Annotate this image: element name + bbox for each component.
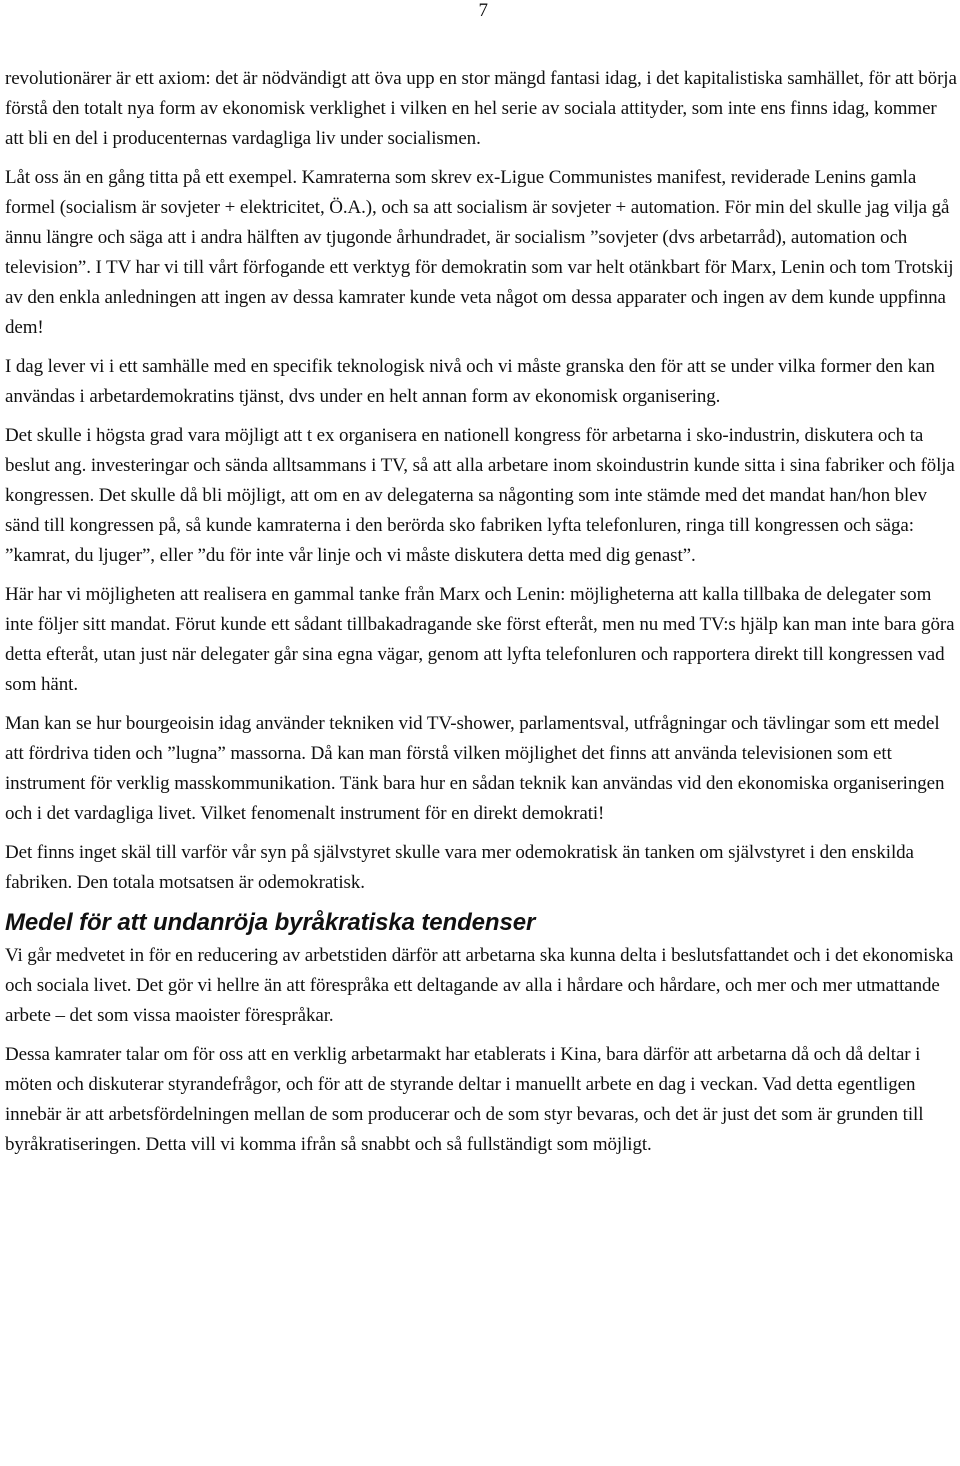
paragraph: Låt oss än en gång titta på ett exempel. Kamraterna som skrev ex-Ligue Communistes manifest, reviderade Lenins gamla formel (socialism är sovjeter + elektricitet, Ö.A.), och sa att socialism är sovjeter + automation. För min del skulle jag vilja gå ännu längre och säga att i andra hälften av tjugonde århundradet, är socialism ”sovjeter (dvs arbetarråd), automation och television”. I TV har vi till vårt förfogande ett verktyg för demokratin som var helt otänkbart för Marx, Lenin och tom Trotskij av den enkla anledningen att ingen av dessa kamrater kunde veta något om dessa apparater och ingen av dem kunde uppfinna dem! xyxy=(5,167,954,338)
paragraph: Vi går medvetet in för en reducering av arbetstiden därför att arbetarna ska kunna delta i beslutsfattandet och i det ekonomiska och sociala livet. Det gör vi hellre än att förespråka ett deltagande av alla i hårdare och hårdare, och mer och mer utmattande arbete – det som vissa maoister förespråkar. xyxy=(5,945,954,1026)
section-heading: Medel för att undanröja byråkratiska tendenser xyxy=(5,909,536,936)
paragraph: Det finns inget skäl till varför vår syn på självstyret skulle vara mer odemokratisk än tanken om självstyret i den enskilda fabriken. Den totala motsatsen är odemokratisk. xyxy=(5,842,914,893)
paragraph: Det skulle i högsta grad vara möjligt att t ex organisera en nationell kongress för arbetarna i sko-industrin, diskutera och ta beslut ang. investeringar och sända alltsammans i TV, så att alla arbetare inom skoindustrin kunde sitta i sina fabriker och följa kongressen. Det skulle då bli möjligt, att om en av delegaterna sa någonting som inte stämde med det mandat han/hon blev sänd till kongressen på, så kunde kamraterna i den berörda sko fabriken lyfta telefonluren, ringa till kongressen och säga: ”kamrat, du ljuger”, eller ”du för inte vår linje och vi måste diskutera detta med dig genast”. xyxy=(5,425,955,566)
paragraph: I dag lever vi i ett samhälle med en specifik teknologisk nivå och vi måste granska den för att se under vilka former den kan användas i arbetardemokratins tjänst, dvs under en helt annan form av ekonomisk organisering. xyxy=(5,356,935,407)
paragraph: revolutionärer är ett axiom: det är nödvändigt att öva upp en stor mängd fantasi idag, i det kapitalistiska samhället, för att börja förstå den totalt nya form av ekonomisk verklighet i vilken en hel serie av sociala attityder, som inte ens finns idag, kommer att bli en del i producenternas vardagliga liv under socialismen. xyxy=(5,68,957,149)
paragraph: Dessa kamrater talar om för oss att en verklig arbetarmakt har etablerats i Kina, bara därför att arbetarna då och då deltar i möten och diskuterar styrandefrågor, och för att de styrande deltar i manuellt arbete en dag i veckan. Vad detta egentligen innebär är att arbetsfördelningen mellan de som producerar och de som styr bevaras, och det är just det som är grunden till byråkratiseringen. Detta vill vi komma ifrån så snabbt och så fullständigt som möjligt. xyxy=(5,1044,924,1155)
page-number: 7 xyxy=(478,0,488,21)
paragraph: Man kan se hur bourgeoisin idag använder tekniken vid TV-shower, parlamentsval, utfrågningar och tävlingar som ett medel att fördriva tiden och ”lugna” massorna. Då kan man förstå vilken möjlighet det finns att använda televisionen som ett instrument för verklig masskommunikation. Tänk bara hur en sådan teknik kan användas vid den ekonomiska organiseringen och i det vardagliga livet. Vilket fenomenalt instrument för en direkt demokrati! xyxy=(5,713,945,824)
document-body xyxy=(5,64,957,1169)
paragraph: Här har vi möjligheten att realisera en gammal tanke från Marx och Lenin: möjligheterna att kalla tillbaka de delegater som inte följer sitt mandat. Förut kunde ett sådant tillbakadragande ske först efteråt, men nu med TV:s hjälp kan man inte bara göra detta efteråt, utan just när delegater går sina egna vägar, genom att lyfta telefonluren och rapportera direkt till kongressen vad som hänt. xyxy=(5,584,955,695)
